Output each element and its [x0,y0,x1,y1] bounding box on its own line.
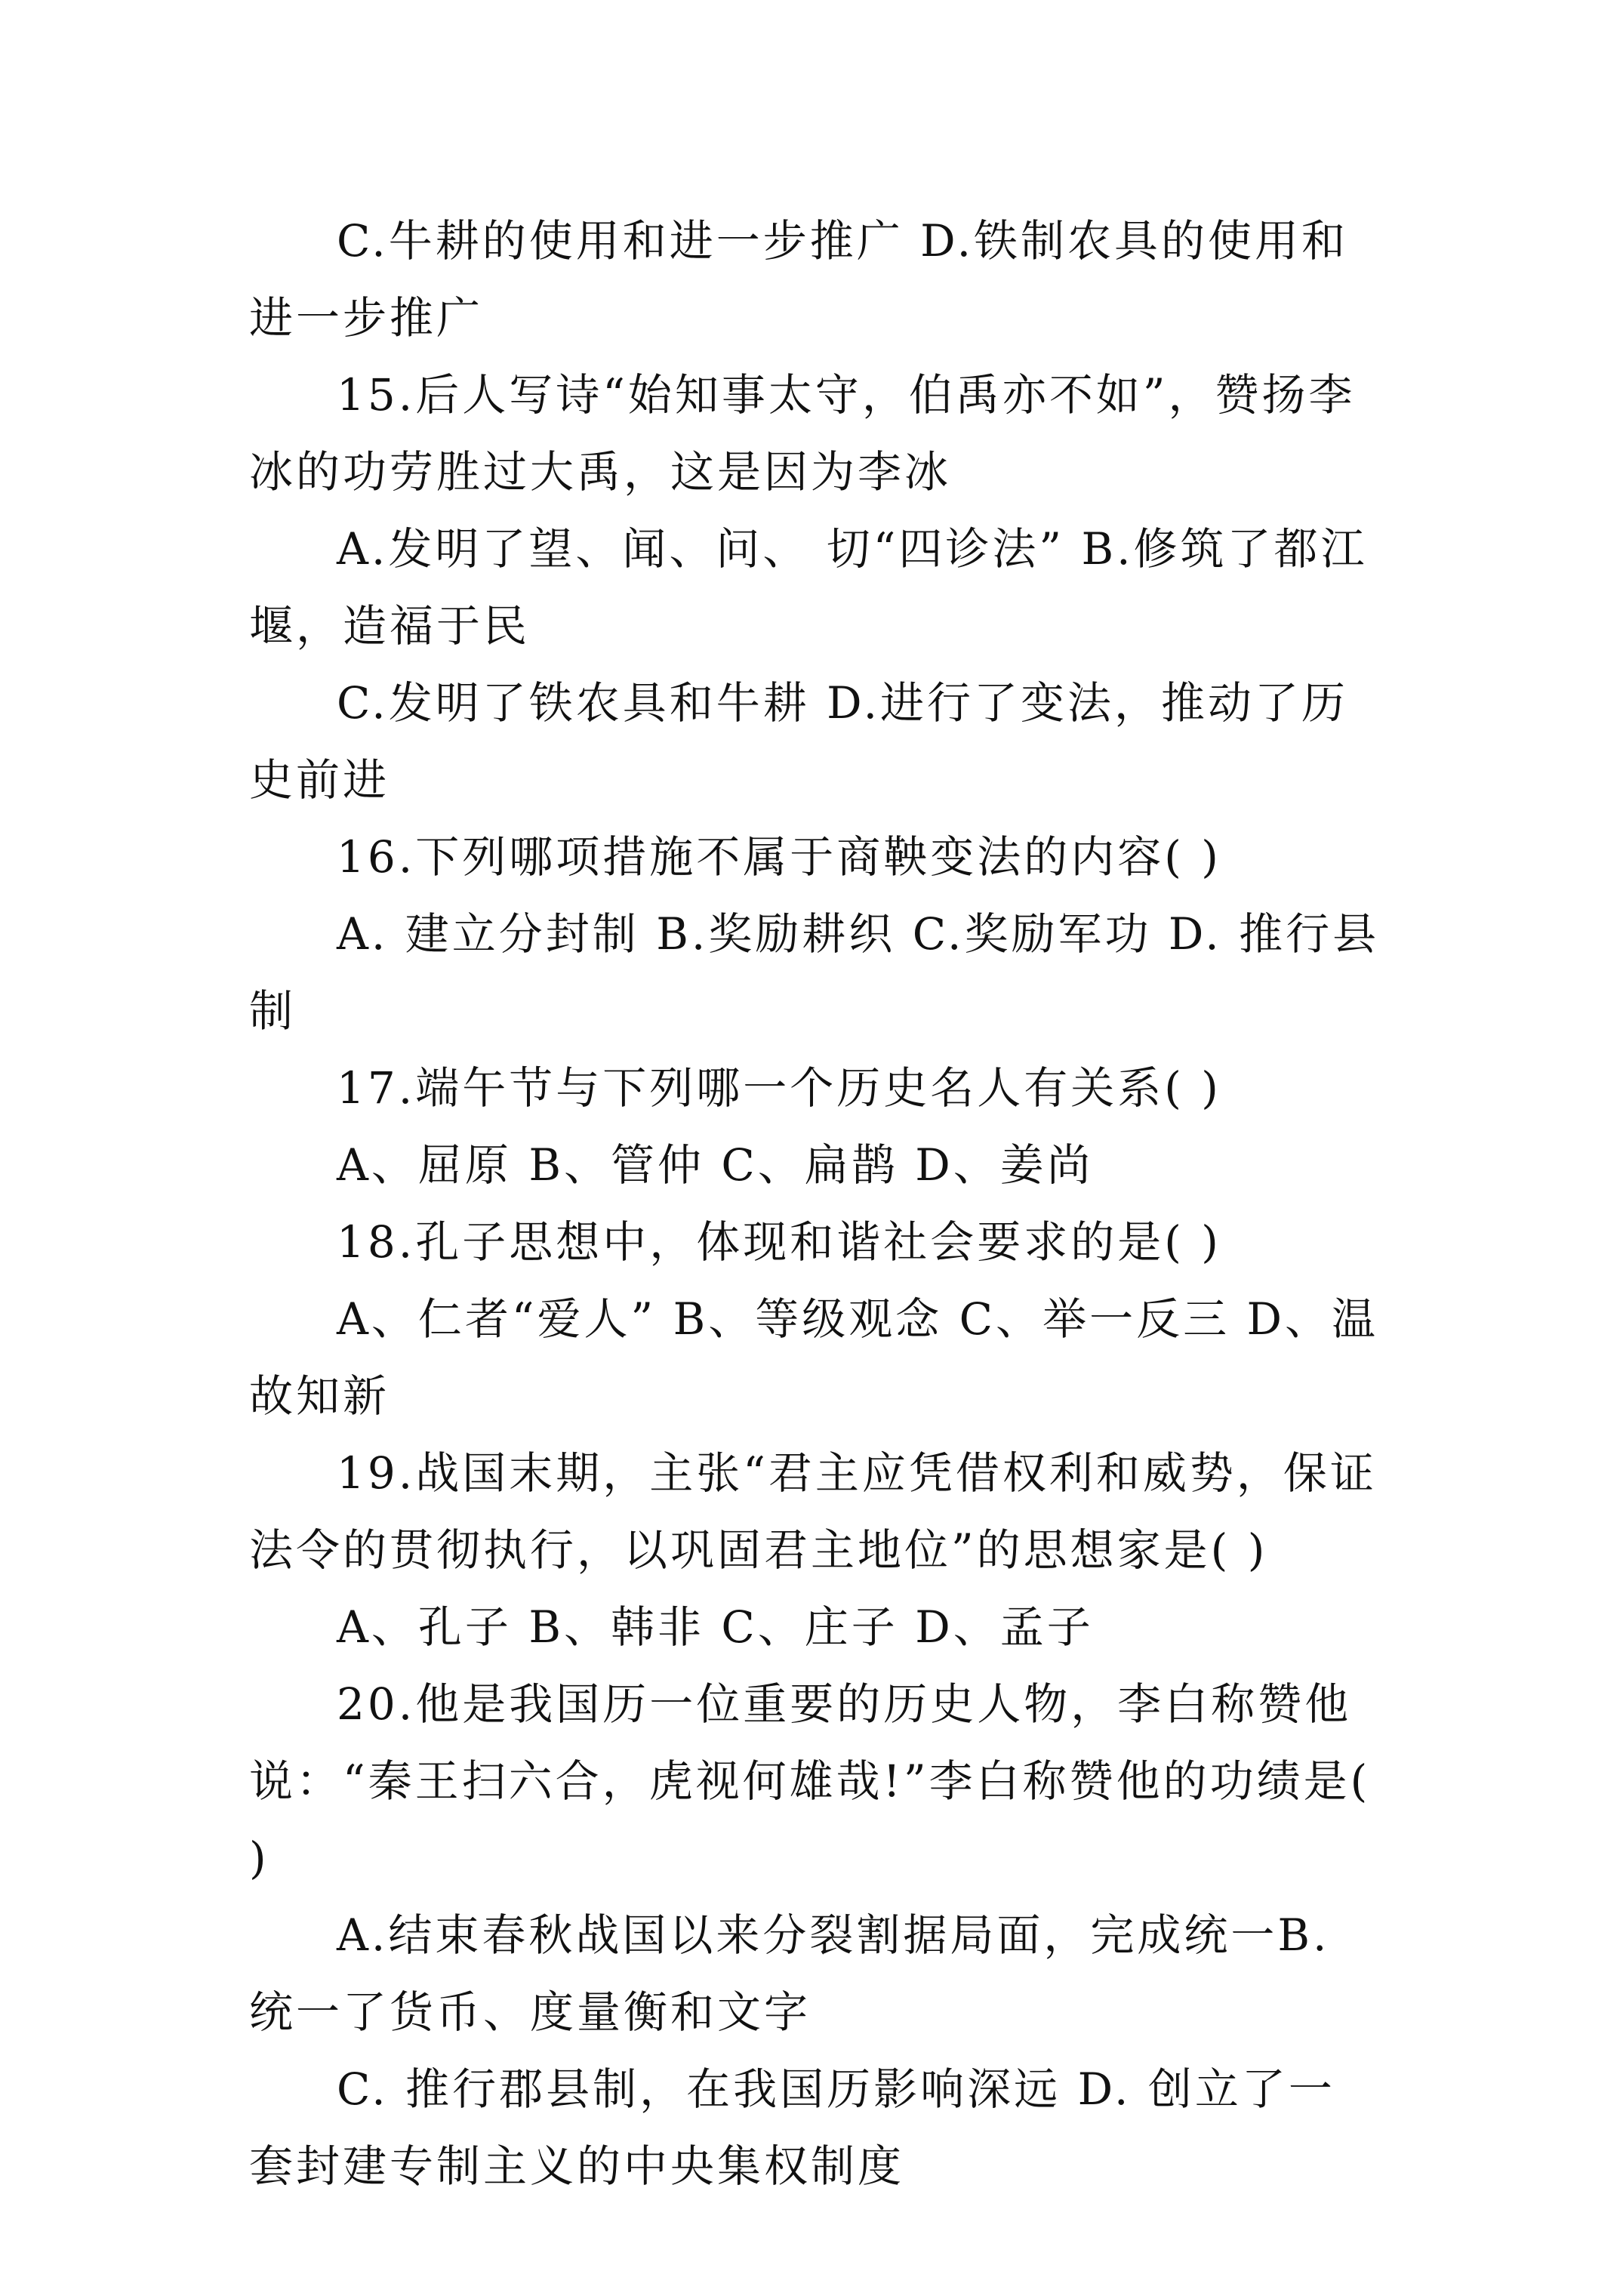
question-19: 19.战国末期，主张“君主应凭借权利和威势，保证法令的贯彻执行，以巩固君主地位”的思想家是( ) [249,1447,1377,1576]
question-text-block [249,202,1381,2205]
question-16: 16.下列哪项措施不属于商鞅变法的内容( ) [337,831,1221,883]
options-q19: A、孔子 B、韩非 C、庄子 D、孟子 [337,1601,1094,1653]
question-18: 18.孔子思想中，体现和谐社会要求的是( ) [337,1216,1221,1268]
question-17: 17.端午节与下列哪一个历史名人有关系( ) [337,1062,1221,1114]
options-q18: A、仁者“爱人” B、等级观念 C、举一反三 D、温故知新 [249,1293,1379,1422]
options-q17: A、屈原 B、管仲 C、扁鹊 D、姜尚 [337,1139,1094,1191]
question-20: 20.他是我国历一位重要的历史人物，李白称赞他说：“秦王扫六合，虎视何雄哉!”李白称赞他的功绩是( ) [249,1678,1371,1884]
option-line-c-d-q15: C.发明了铁农具和牛耕 D.进行了变法，推动了历史前进 [249,677,1349,806]
question-15: 15.后人写诗“始知事太守，伯禹亦不如”，赞扬李冰的功劳胜过大禹，这是因为李冰 [249,369,1356,498]
option-line-a-b-q15: A.发明了望、闻、问、 切“四诊法” B.修筑了都江堰，造福于民 [249,523,1368,652]
option-line-a-b-q20: A.结束春秋战国以来分裂割据局面，完成统一B. 统一了货币、度量衡和文字 [249,1909,1330,2038]
option-line-c-d-q14: C.牛耕的使用和进一步推广 D.铁制农具的使用和进一步推广 [249,215,1349,344]
option-line-c-d-q20: C. 推行郡县制，在我国历影响深远 D. 创立了一套封建专制主义的中央集权制度 [249,2063,1335,2192]
options-q16: A. 建立分封制 B.奖励耕织 C.奖励军功 D. 推行县制 [249,908,1380,1037]
